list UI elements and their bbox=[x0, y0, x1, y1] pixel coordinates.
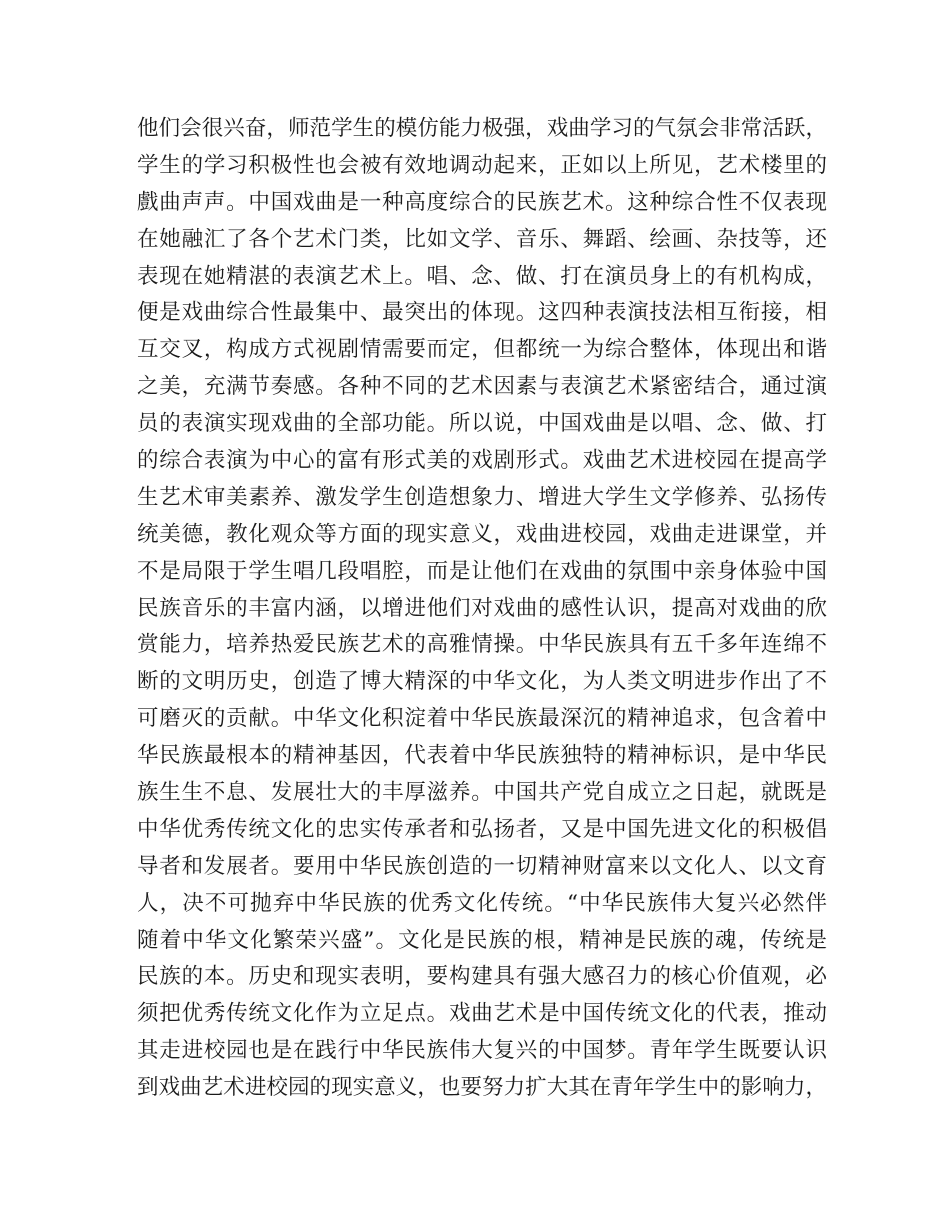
text-line: 民族的本。历史和现实表明，要构建具有强大感召力的核心价值观，必 bbox=[137, 964, 827, 990]
text-line: 到戏曲艺术进校园的现实意义，也要努力扩大其在青年学生中的影响力， bbox=[137, 1075, 827, 1101]
text-line: 断的文明历史，创造了博大精深的中华文化，为人类文明进步作出了不 bbox=[137, 669, 827, 695]
text-line: 导者和发展者。要用中华民族创造的一切精神财富来以文化人、以文育 bbox=[137, 853, 827, 879]
text-line: 学生的学习积极性也会被有效地调动起来，正如以上所见，艺术楼里的 bbox=[137, 152, 827, 178]
text-line: 赏能力，培养热爱民族艺术的高雅情操。中华民族具有五千多年连绵不 bbox=[137, 632, 827, 658]
text-line: 互交叉，构成方式视剧情需要而定，但都统一为综合整体，体现出和谐 bbox=[137, 337, 827, 363]
text-line: 民族音乐的丰富内涵，以增进他们对戏曲的感性认识，提高对戏曲的欣 bbox=[137, 595, 827, 621]
text-line: 不是局限于学生唱几段唱腔，而是让他们在戏曲的氛围中亲身体验中国 bbox=[137, 558, 827, 584]
text-line: 须把优秀传统文化作为立足点。戏曲艺术是中国传统文化的代表，推动 bbox=[137, 1001, 827, 1027]
text-line: 可磨灭的贡献。中华文化积淀着中华民族最深沉的精神追求，包含着中 bbox=[137, 706, 827, 732]
text-line: 人，决不可抛弃中华民族的优秀文化传统。“中华民族伟大复兴必然伴 bbox=[137, 890, 827, 916]
text-line: 表现在她精湛的表演艺术上。唱、念、做、打在演员身上的有机构成， bbox=[137, 263, 827, 289]
text-line: 的综合表演为中心的富有形式美的戏剧形式。戏曲艺术进校园在提高学 bbox=[137, 448, 827, 474]
text-line: 族生生不息、发展壮大的丰厚滋养。中国共产党自成立之日起，就既是 bbox=[137, 780, 827, 806]
text-line: 华民族最根本的精神基因，代表着中华民族独特的精神标识，是中华民 bbox=[137, 743, 827, 769]
text-line: 便是戏曲综合性最集中、最突出的体现。这四种表演技法相互衔接，相 bbox=[137, 300, 827, 326]
text-line: 生艺术审美素养、激发学生创造想象力、增进大学生文学修养、弘扬传 bbox=[137, 484, 827, 510]
text-line: 员的表演实现戏曲的全部功能。所以说，中国戏曲是以唱、念、做、打 bbox=[137, 411, 827, 437]
text-line: 之美，充满节奏感。各种不同的艺术因素与表演艺术紧密结合，通过演 bbox=[137, 374, 827, 400]
text-line: 其走进校园也是在践行中华民族伟大复兴的中国梦。青年学生既要认识 bbox=[137, 1038, 827, 1064]
text-line: 他们会很兴奋，师范学生的模仿能力极强，戏曲学习的气氛会非常活跃， bbox=[137, 116, 827, 141]
text-line: 中华优秀传统文化的忠实传承者和弘扬者，又是中国先进文化的积极倡 bbox=[137, 816, 827, 842]
text-line: 在她融汇了各个艺术门类，比如文学、音乐、舞蹈、绘画、杂技等，还 bbox=[137, 226, 827, 252]
text-line: 随着中华文化繁荣兴盛”。文化是民族的根，精神是民族的魂，传统是 bbox=[137, 927, 827, 953]
text-line: 戲曲声声。中国戏曲是一种高度综合的民族艺术。这种综合性不仅表现 bbox=[137, 189, 827, 215]
text-line: 统美德，教化观众等方面的现实意义，戏曲进校园，戏曲走进课堂，并 bbox=[137, 521, 827, 547]
body-paragraph bbox=[137, 111, 827, 1107]
